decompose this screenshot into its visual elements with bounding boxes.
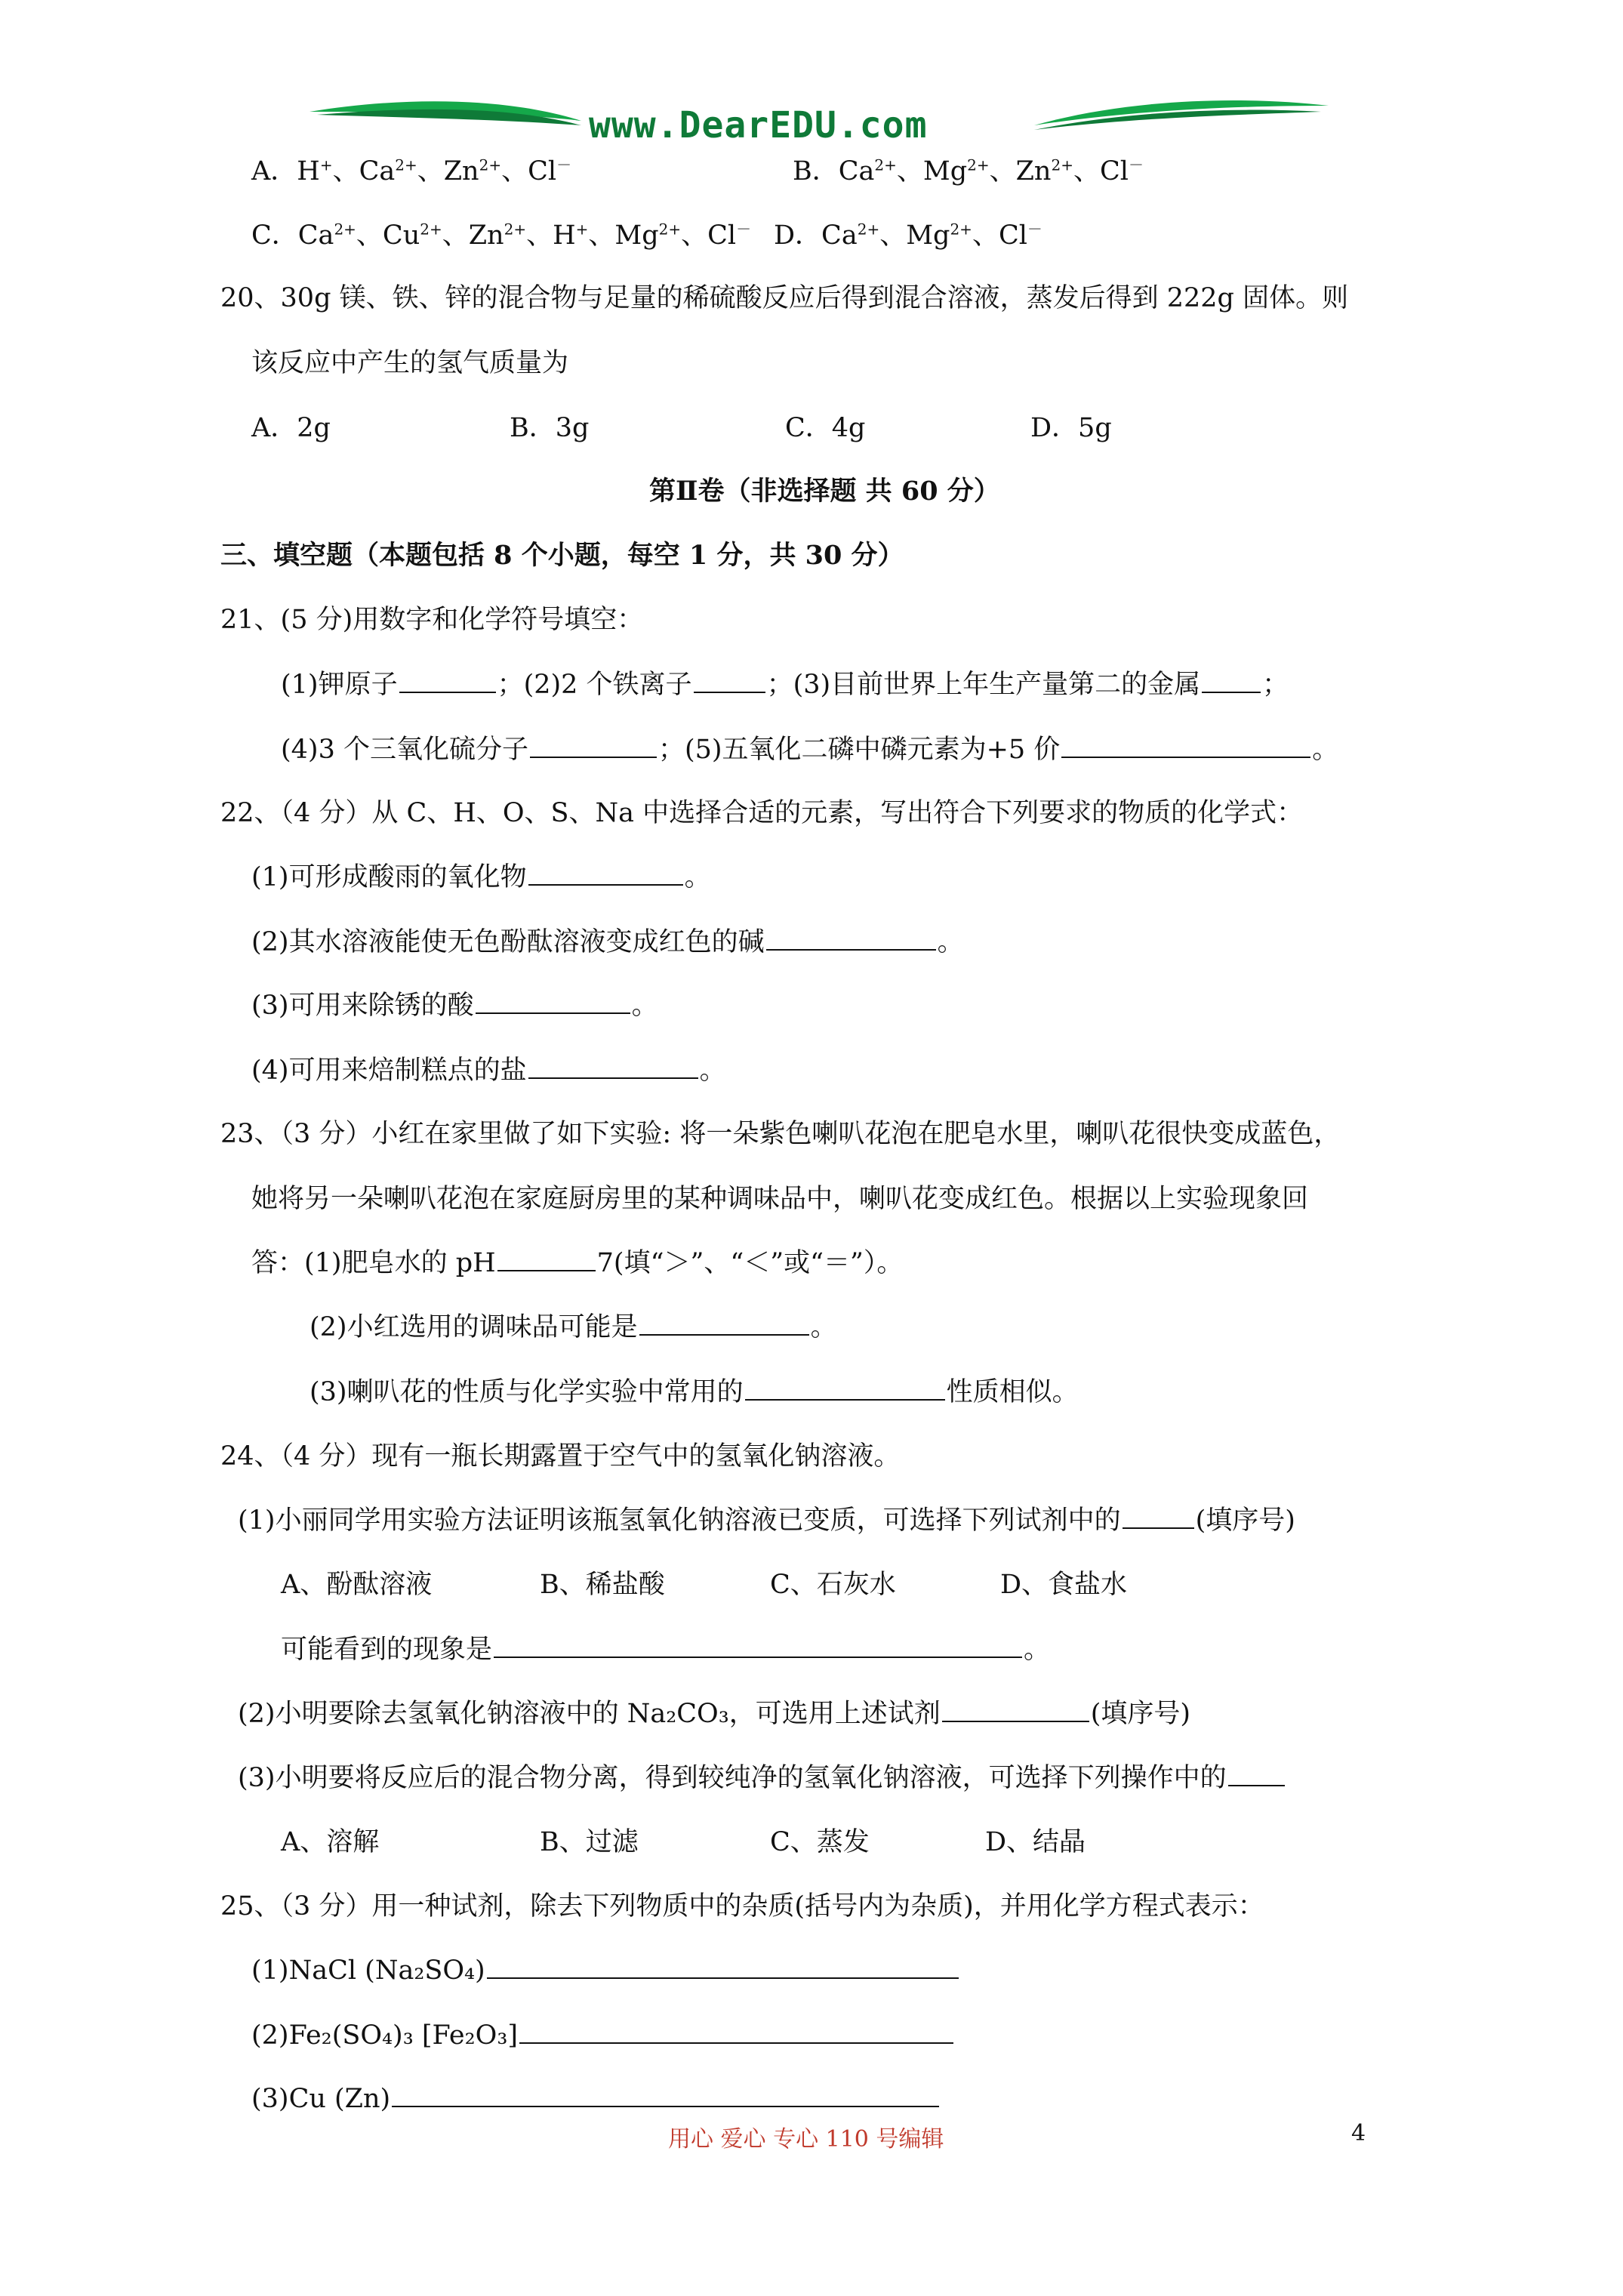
answer-blank [519,2020,953,2044]
q24-item1: (1)小丽同学用实验方法证明该瓶氢氧化钠溶液已变质，可选择下列试剂中的 (填序号) [238,1505,1295,1536]
q25-stem: 25、（3 分）用一种试剂，除去下列物质中的杂质(括号内为杂质)，并用化学方程式表示： [220,1891,1264,1922]
answer-blank [392,2083,939,2107]
q22-item3: (3)可用来除锈的酸 。 [251,991,658,1021]
q21-stem: 21、(5 分)用数字和化学符号填空： [220,605,644,635]
q20-line2: 该反应中产生的氢气质量为 [251,348,569,378]
q23-line1: 23、（3 分）小红在家里做了如下实验: 将一朵紫色喇叭花泡在肥皂水里，喇叭花很快变成蓝色， [220,1119,1341,1149]
q20-option-c: C．4g [785,413,866,443]
q24-option-1a: A、酚酞溶液 [281,1570,433,1600]
answer-blank [745,1376,945,1401]
answer-blank [487,1955,959,1979]
q25-item3: (3)Cu (Zn) [251,2082,941,2116]
q22-stem: 22、（4 分）从 C、H、O、S、Na 中选择合适的元素，写出符合下列要求的物质的化学式： [220,798,1304,828]
answer-blank [1228,1762,1285,1786]
q19-option-a: A．H+、$Ca^{2+}$、$Zn^{2+}$、Cl－ [251,156,572,186]
q25-item1: (1)NaCl (Na₂SO₄) [251,1954,960,1987]
q21-part4: (4)3 个三氧化硫分子 [281,735,528,765]
q20-option-a: A．2g [251,413,331,443]
q19-option-d: D．$Ca^{2+}$、$Mg^{2+}$、Cl－ [774,220,1042,251]
q21-part5-end: 。 [1312,735,1339,765]
section2-title: 第Ⅱ卷（非选择题 共 60 分） [649,476,1000,507]
q24-item2: (2)小明要除去氢氧化钠溶液中的 Na₂CO₃，可选用上述试剂 (填序号) [238,1699,1191,1729]
answer-blank [1123,1505,1194,1529]
header-logo [310,89,1329,157]
answer-blank [694,669,765,693]
q21-row1 [281,668,1289,701]
q21-part2: ；(2)2 个铁离子 [497,670,692,700]
answer-blank [766,926,936,951]
q24-option-1b: B、稀盐酸 [540,1570,665,1600]
q20-option-b: B．3g [510,413,590,443]
answer-blank [530,734,657,758]
q19-option-b: B．$Ca^{2+}$、$Mg^{2+}$、$Zn^{2+}$、Cl－ [793,156,1144,186]
answer-blank [639,1311,809,1336]
q23-line2: 她将另一朵喇叭花泡在家庭厨房里的某种调味品中，喇叭花变成红色。根据以上实验现象回 [251,1184,1309,1214]
q24-phenomenon: 可能看到的现象是 。 [281,1635,1051,1665]
q20-line1: 20、30g 镁、铁、锌的混合物与足量的稀硫酸反应后得到混合溶液，蒸发后得到 222g 固体。则 [220,283,1349,313]
answer-blank [528,1055,698,1079]
answer-blank [476,990,630,1014]
q24-option-2d: D、结晶 [985,1827,1086,1857]
q23-item3: (3)喇叭花的性质与化学实验中常用的 性质相似。 [310,1377,1079,1407]
q24-stem: 24、（4 分）现有一瓶长期露置于空气中的氢氧化钠溶液。 [220,1441,901,1472]
q20-option-d: D．5g [1030,413,1112,443]
answer-blank [494,1634,1022,1658]
q21-row2 [281,733,1338,766]
q21-part5: ；(5)五氧化二磷中磷元素为+5 价 [658,735,1061,765]
footer-text: 用心 爱心 专心 110 号编辑 [668,2126,944,2153]
q19-option-c: C．$Ca^{2+}$、$Cu^{2+}$、$Zn^{2+}$、H+、$Mg^{2+}$、Cl－ [251,220,752,251]
logo-text: www.DearEDU.com [589,104,928,146]
answer-blank [1061,734,1310,758]
answer-blank [1202,669,1261,693]
answer-blank [528,861,683,886]
answer-blank [497,1247,596,1271]
q24-option-1d: D、食盐水 [1000,1570,1128,1600]
q24-option-2a: A、溶解 [281,1827,380,1857]
answer-blank [942,1698,1089,1722]
section3-title: 三、填空题（本题包括 8 个小题，每空 1 分，共 30 分） [220,540,904,571]
q21-part3: ；(3)目前世界上年生产量第二的金属 [766,670,1201,700]
q24-item3: (3)小明要将反应后的混合物分离，得到较纯净的氢氧化钠溶液，可选择下列操作中的 [238,1761,1286,1795]
q22-item4: (4)可用来焙制糕点的盐 。 [251,1056,726,1086]
q24-option-2c: C、蒸发 [770,1827,870,1857]
q23-line3: 答：(1)肥皂水的 pH 7(填“＞”、“＜”或“＝”）。 [251,1248,904,1278]
q24-option-1c: C、石灰水 [770,1570,896,1600]
q21-part1: (1)钾原子 [281,670,398,700]
page-number: 4 [1351,2120,1366,2147]
q22-item2: (2)其水溶液能使无色酚酞溶液变成红色的碱 。 [251,927,964,957]
q21-part3-end: ； [1262,670,1289,700]
q22-item1: (1)可形成酸雨的氧化物 。 [251,862,711,892]
q24-option-2b: B、过滤 [540,1827,639,1857]
answer-blank [399,669,496,693]
q23-item2: (2)小红选用的调味品可能是 。 [310,1312,837,1342]
q25-item2: (2)Fe₂(SO₄)₃ [Fe₂O₃] [251,2019,955,2052]
